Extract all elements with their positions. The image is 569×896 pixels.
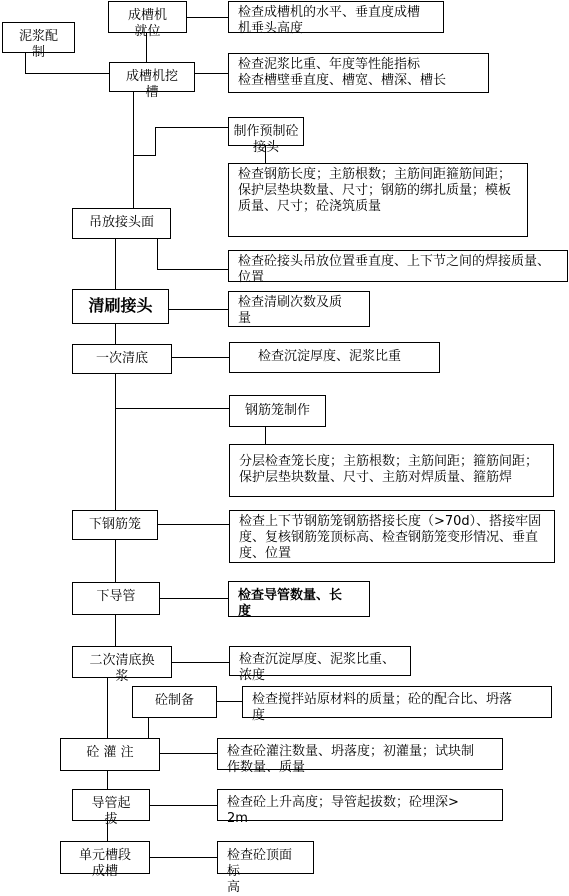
connector <box>150 857 217 858</box>
check-tong-dingmian-biaogao <box>217 841 314 895</box>
step-label: 单元槽段 成槽 <box>78 848 131 879</box>
step-label: 成槽机挖 槽 <box>125 69 178 100</box>
step-gangjinlong-zhizuo <box>229 395 326 427</box>
check-text: 检查导管数量、长 度 <box>238 588 343 619</box>
step-erci-qingdi-huanjiang <box>72 646 172 684</box>
connector <box>25 73 109 74</box>
connector <box>115 238 116 290</box>
step-xia-gangjinlong <box>72 510 158 540</box>
step-label: 导管起 拔 <box>91 796 131 827</box>
connector <box>169 309 228 310</box>
connector <box>157 269 228 270</box>
check-fenceng-longchang <box>229 444 554 497</box>
check-tong-shenggao <box>217 789 503 826</box>
check-chendian-nongdu <box>229 646 411 683</box>
step-label: 泥浆配 制 <box>18 29 58 60</box>
check-text: 分层检查笼长度；主筋根数；主筋间距；箍筋间距； 保护层垫块数量、尺寸、主筋对焊质量、箍筋焊 <box>239 454 539 485</box>
connector <box>265 426 266 445</box>
check-text: 检查泥浆比重、年度等性能指标 检查槽壁垂直度、槽宽、槽深、槽长 <box>238 57 447 88</box>
check-gangjin-changdu <box>228 163 528 237</box>
connector <box>115 614 116 647</box>
check-text: 检查砼上升高度；导管起拔数；砼埋深> 2m <box>227 795 459 826</box>
step-label: 吊放接头面 <box>88 215 154 230</box>
step-nijiang-peizhi <box>2 22 75 60</box>
check-chengcaoji-shuiping <box>228 1 444 36</box>
check-qingshua-cishu <box>228 291 370 327</box>
check-text: 检查沉淀厚度、泥浆比重 <box>258 349 402 364</box>
step-label: 清刷接头 <box>88 296 153 315</box>
step-daoguan-qiba <box>72 789 150 827</box>
step-chengcaoji-jiuwei <box>108 1 187 39</box>
step-label: 制作预制砼 接头 <box>233 124 299 155</box>
connector <box>217 701 242 702</box>
connector <box>115 373 116 511</box>
check-daoguan-shuliang <box>228 581 370 617</box>
step-yici-qingdi <box>72 344 172 374</box>
check-text: 检查成槽机的水平、垂直度成槽 机垂头高度 <box>238 5 421 36</box>
step-diaofang-jietoumian <box>72 208 171 239</box>
step-label: 钢筋笼制作 <box>244 403 310 418</box>
connector <box>133 91 134 209</box>
step-danyuan-caoduan-chengcao <box>60 841 150 879</box>
step-tong-zhibei <box>132 686 217 718</box>
connector <box>115 539 116 583</box>
connector <box>157 238 158 269</box>
connector <box>107 770 108 790</box>
check-gangjinlong-dajie <box>229 510 555 563</box>
connector <box>172 662 229 663</box>
connector <box>158 524 229 525</box>
step-label: 下钢筋笼 <box>88 517 141 532</box>
check-text: 检查砼灌注数量、坍落度；初灌量；试块制 作数量、质量 <box>227 744 475 775</box>
connector <box>148 717 149 739</box>
step-qingshua-jietou <box>72 289 169 324</box>
step-zhizuo-yuzhi-tong-jietou <box>228 117 304 155</box>
connector <box>115 408 229 409</box>
connector <box>155 127 228 128</box>
connector <box>160 598 228 599</box>
step-tong-guanzhu <box>60 738 160 771</box>
connector <box>187 17 228 18</box>
step-label: 二次清底换 浆 <box>89 653 155 684</box>
check-tong-guanzhu-shuliang <box>217 738 503 775</box>
check-text: 检查砼接头吊放位置垂直度、上下节之间的焊接质量、位置 <box>238 254 551 285</box>
connector <box>115 323 116 345</box>
step-label: 一次清底 <box>95 351 148 366</box>
check-text: 检查上下节钢筋笼钢筋搭接长度（>70d）、搭接牢固度、复核钢筋笼顶标高、检查钢筋笼变形情况、垂直度、位置 <box>239 514 542 561</box>
step-xia-daoguan <box>72 582 160 615</box>
connector <box>160 753 217 754</box>
step-label: 成槽机 就位 <box>127 8 167 39</box>
check-chendian-houdu <box>229 342 440 373</box>
check-jiaobanzhan-yuancailiao <box>242 686 552 723</box>
check-nijiang-caobi <box>228 53 489 93</box>
step-chengcaoji-wacao <box>109 62 195 100</box>
check-text: 检查沉淀厚度、泥浆比重、 浓度 <box>239 652 396 683</box>
check-text: 检查砼顶面标 高 <box>227 848 293 895</box>
connector <box>150 805 217 806</box>
step-label: 砼 灌 注 <box>86 745 134 760</box>
connector <box>195 73 228 74</box>
step-label: 砼制备 <box>154 693 194 708</box>
connector <box>155 127 156 156</box>
check-text: 检查钢筋长度；主筋根数；主筋间距箍筋间距；保护层垫块数量、尺寸；钢筋的绑扎质量；模板质量、尺寸；砼浇筑质量 <box>238 167 512 214</box>
connector <box>172 357 229 358</box>
step-label: 下导管 <box>96 589 136 604</box>
check-text: 检查清刷次数及质 量 <box>238 295 343 326</box>
connector <box>107 677 108 739</box>
check-jietou-diaofang <box>228 250 568 285</box>
check-text: 检查搅拌站原材料的质量；砼的配合比、坍落 度 <box>252 692 513 723</box>
connector <box>133 155 156 156</box>
